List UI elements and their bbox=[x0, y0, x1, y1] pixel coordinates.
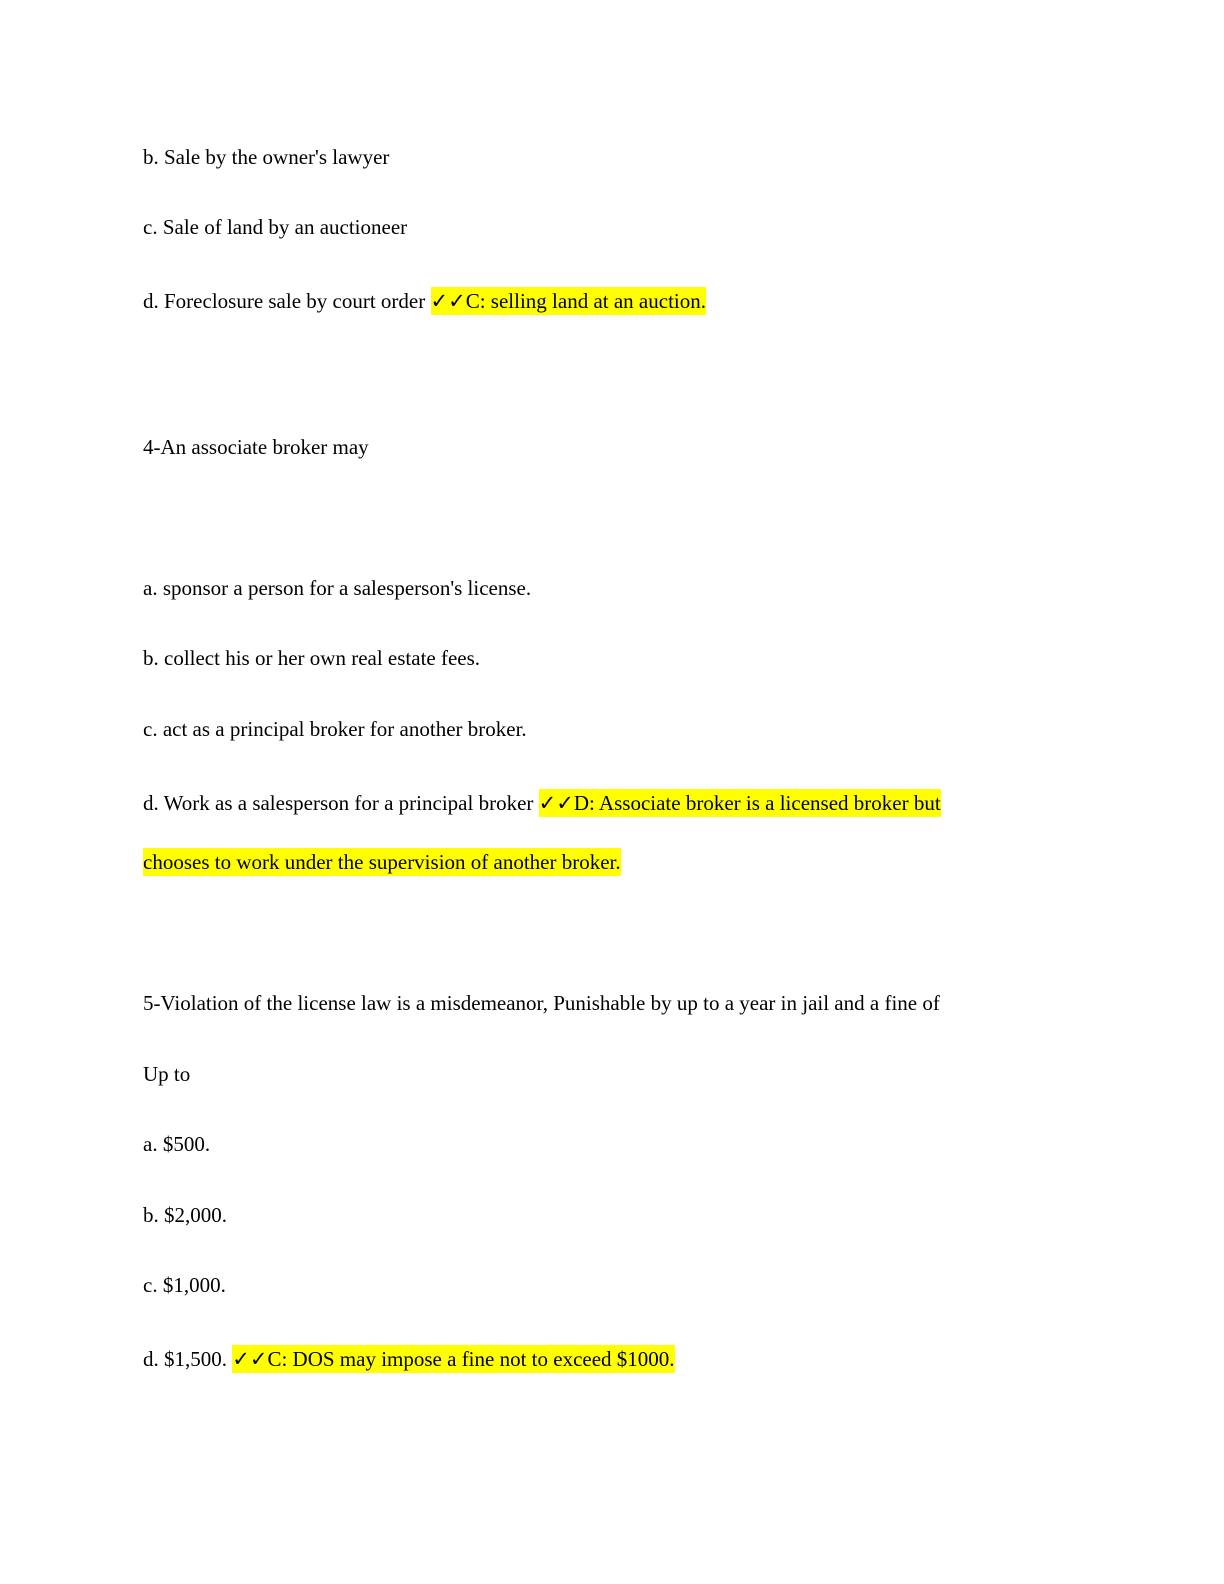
q4-answer-text-line2: chooses to work under the supervision of another broker. bbox=[143, 850, 621, 874]
q4-answer-continuation bbox=[143, 847, 621, 877]
q5-option-a: a. $500. bbox=[143, 1132, 211, 1156]
q3-answer-highlight bbox=[431, 287, 706, 315]
q5-answer-text: C: DOS may impose a fine not to exceed $1000. bbox=[267, 1347, 675, 1371]
q4-option-d-text: d. Work as a salesperson for a principal broker bbox=[143, 791, 539, 815]
check-mark-icon: ✓✓ bbox=[430, 289, 466, 313]
q4-option-c: c. act as a principal broker for another broker. bbox=[143, 717, 527, 741]
q4-option-a: a. sponsor a person for a salesperson's license. bbox=[143, 576, 532, 600]
q5-option-c: c. $1,000. bbox=[143, 1273, 226, 1297]
q3-option-b: b. Sale by the owner's lawyer bbox=[143, 145, 390, 169]
q5-option-d-text: d. $1,500. bbox=[143, 1347, 233, 1371]
check-mark-icon: ✓✓ bbox=[538, 791, 574, 815]
q5-question-line2: Up to bbox=[143, 1062, 191, 1086]
q5-option-d bbox=[143, 1344, 675, 1374]
q3-option-c: c. Sale of land by an auctioneer bbox=[143, 215, 408, 239]
q4-option-b: b. collect his or her own real estate fees. bbox=[143, 646, 481, 670]
q3-answer-text: C: selling land at an auction. bbox=[465, 289, 706, 313]
q3-option-d bbox=[143, 286, 706, 316]
q4-answer-text-line1: D: Associate broker is a licensed broker but bbox=[573, 791, 941, 815]
q5-option-b: b. $2,000. bbox=[143, 1203, 227, 1227]
q4-option-d bbox=[143, 788, 941, 818]
q4-question: 4-An associate broker may bbox=[143, 435, 369, 459]
q3-option-d-text: d. Foreclosure sale by court order bbox=[143, 289, 431, 313]
q5-question-line1: 5-Violation of the license law is a misdemeanor, Punishable by up to a year in jail and a fine of bbox=[143, 991, 940, 1015]
check-mark-icon: ✓✓ bbox=[232, 1347, 268, 1371]
q5-answer-highlight bbox=[232, 1345, 674, 1373]
q4-answer-highlight bbox=[539, 789, 941, 817]
